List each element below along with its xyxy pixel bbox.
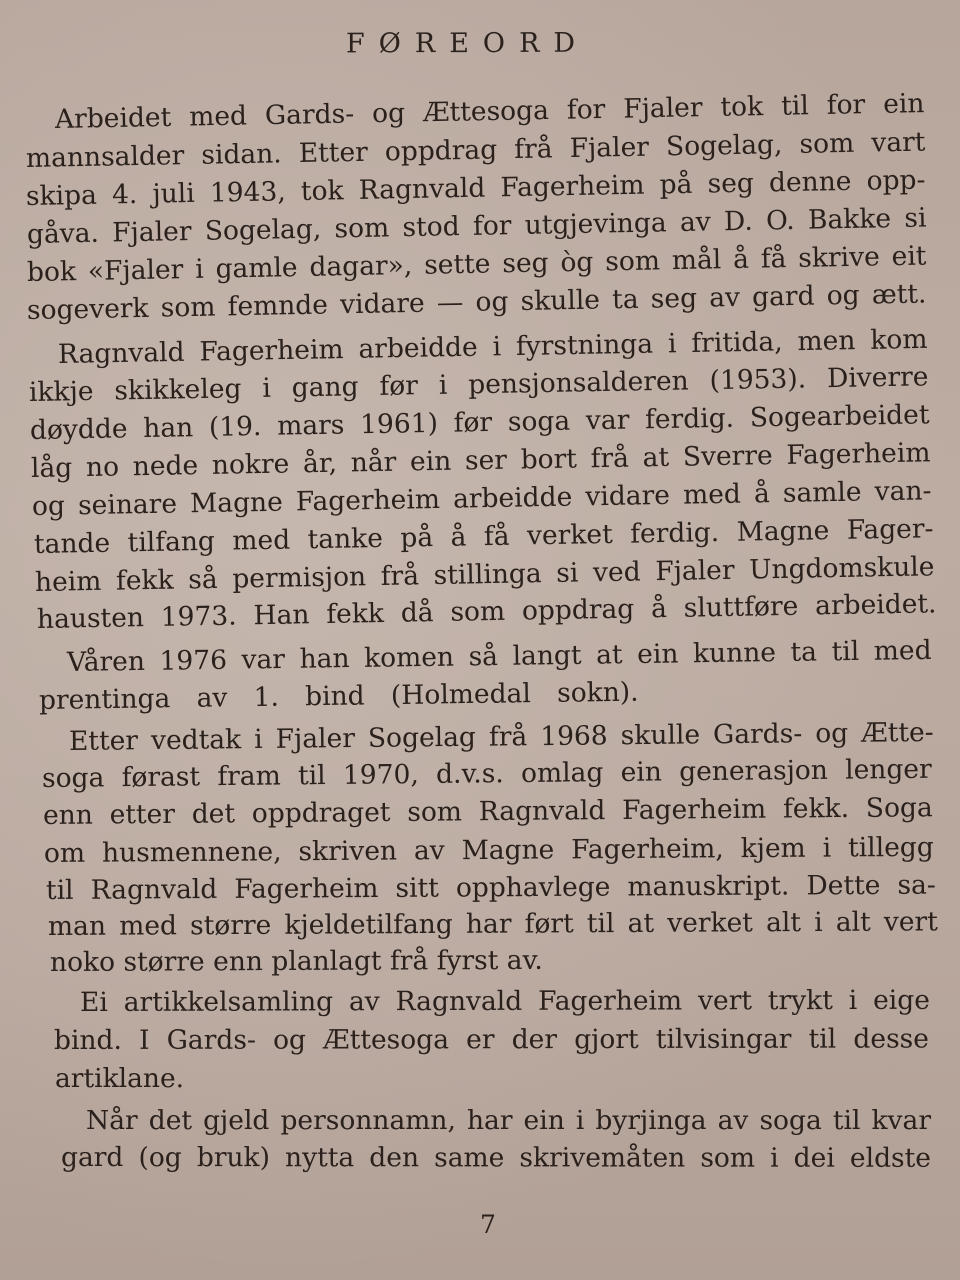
- text-line: bind. I Gards- og Ættesoga er der gjort tilvisingar til desse: [53, 1023, 929, 1056]
- page-heading: FØREORD: [345, 27, 590, 60]
- text-line: bok «Fjaler i gamle dagar», sette seg òg som mål å få skrive eit: [26, 240, 927, 288]
- text-line: Ragnvald Fagerheim arbeidde i fyrstninga i fritida, men kom: [57, 323, 928, 370]
- text-line: hausten 1973. Han fekk då som oppdrag å sluttføre arbeidet.: [36, 588, 937, 635]
- text-line: tande tilfang med tanke på å få verket ferdig. Magne Fager-: [33, 513, 934, 560]
- text-line: sogeverk som femnde vidare — og skulle ta seg av gard og ætt.: [26, 278, 927, 326]
- text-line: om husmennene, skriven av Magne Fagerheim, kjem i tillegg: [43, 831, 934, 869]
- text-line: Ei artikkelsamling av Ragnvald Fagerheim vert trykt i eige: [79, 984, 930, 1018]
- text-line: Når det gjeld personnamn, har ein i byrjinga av soga til kvar: [86, 1105, 931, 1136]
- text-line: soga førast fram til 1970, d.v.s. omlag ein generasjon lenger: [41, 753, 932, 794]
- text-line: til Ragnvald Fagerheim sitt opphavlege manuskript. Dette sa-: [45, 869, 936, 906]
- page-number: 7: [480, 1210, 496, 1239]
- text-line: heim fekk så permisjon frå stillinga si ved Fjaler Ungdomskule: [34, 551, 935, 598]
- text-line: og seinare Magne Fagerheim arbeidde vidare med å samle van-: [31, 475, 932, 522]
- text-line: mannsalder sidan. Etter oppdrag frå Fjaler Sogelag, som vart: [25, 126, 926, 174]
- text-line: døydde han (19. mars 1961) før soga var ferdig. Sogearbeidet: [29, 399, 930, 446]
- text-line: Arbeidet med Gards- og Ættesoga for Fjaler tok til for ein: [54, 88, 925, 135]
- text-line: gard (og bruk) nytta den same skrivemåten som i dei eldste: [60, 1142, 931, 1174]
- text-line: man med større kjeldetilfang har ført til at verket alt i alt vert: [47, 906, 938, 942]
- text-line: Våren 1976 var han komen så langt at ein kunne ta til med: [66, 634, 932, 678]
- text-line: artiklane.: [55, 1063, 185, 1094]
- text-line: prentinga av 1. bind (Holmedal sokn).: [38, 676, 639, 716]
- text-line: gåva. Fjaler Sogelag, som stod for utgjevinga av D. O. Bakke si: [26, 202, 927, 250]
- text-line: noko større enn planlagt frå fyrst av.: [49, 944, 543, 978]
- text-line: ikkje skikkeleg i gang før i pensjonsalderen (1953). Diverre: [28, 361, 929, 408]
- text-line: låg no nede nokre år, når ein ser bort frå at Sverre Fagerheim: [30, 437, 931, 484]
- text-line: skipa 4. juli 1943, tok Ragnvald Fagerheim på seg denne opp-: [25, 164, 926, 212]
- text-line: enn etter det oppdraget som Ragnvald Fagerheim fekk. Soga: [42, 792, 933, 831]
- text-line: Etter vedtak i Fjaler Sogelag frå 1968 skulle Gards- og Ætte-: [68, 716, 934, 757]
